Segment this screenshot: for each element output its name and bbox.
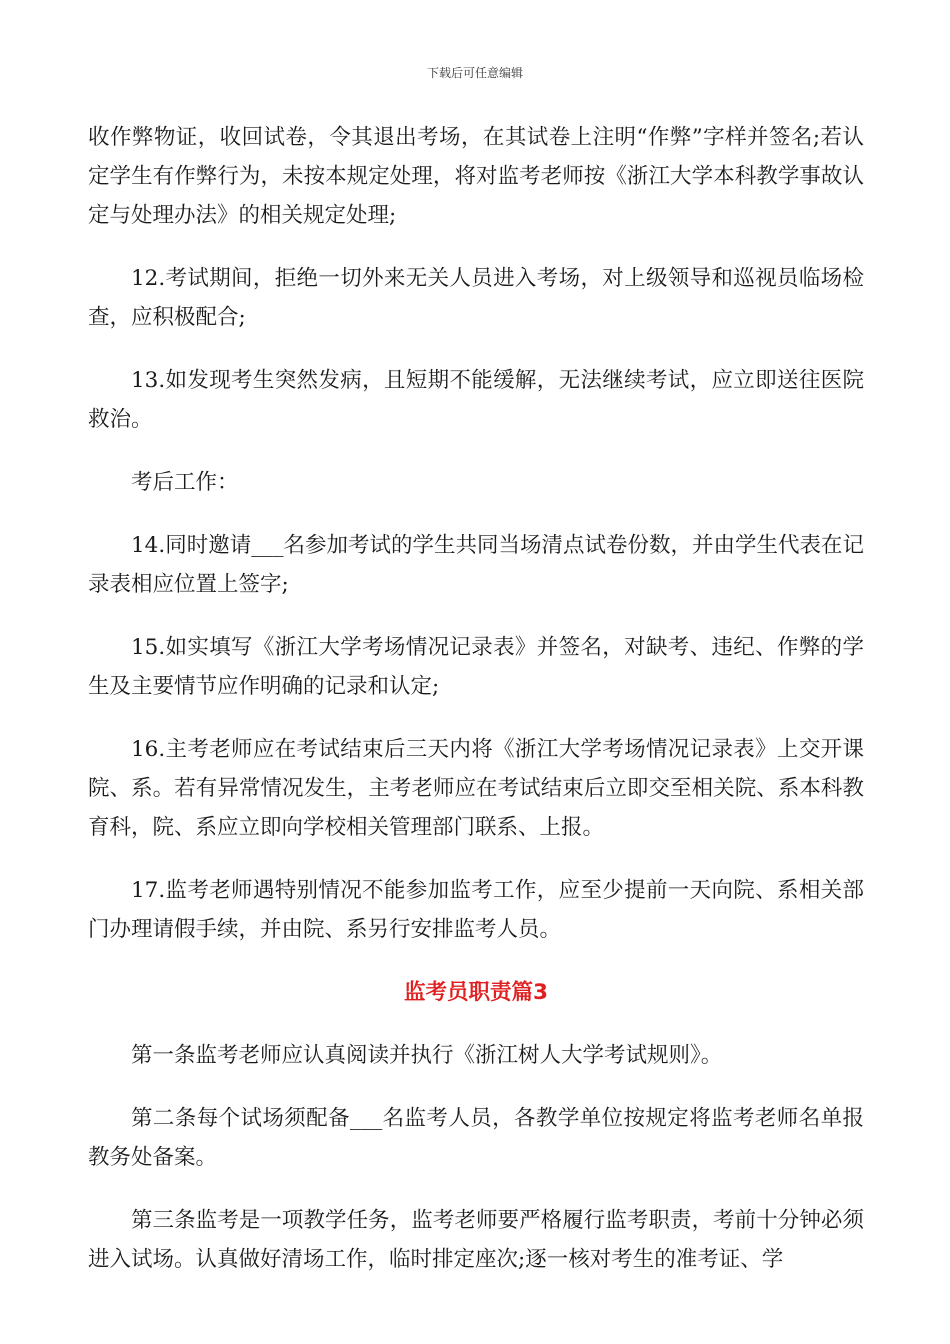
paragraph-item-12: 12.考试期间，拒绝一切外来无关人员进入考场，对上级领导和巡视员临场检查，应积极配合; [88, 266, 864, 330]
document-body [88, 118, 864, 1303]
page-header: 下载后可任意编辑 [426, 66, 523, 80]
paragraph-continuation: 收作弊物证，收回试卷，令其退出考场，在其试卷上注明“作弊”字样并签名;若认定学生有作弊行为，未按本规定处理，将对监考老师按《浙江大学本科教学事故认定与处理办法》的相关规定处理; [88, 125, 864, 228]
paragraph-article-2: 第二条每个试场须配备___名监考人员，各教学单位按规定将监考老师名单报教务处备案。 [88, 1106, 864, 1170]
paragraph-after-exam-label: 考后工作： [131, 470, 239, 495]
paragraph-item-17: 17.监考老师遇特别情况不能参加监考工作，应至少提前一天向院、系相关部门办理请假手续，并由院、系另行安排监考人员。 [88, 878, 864, 942]
paragraph-article-3: 第三条监考是一项教学任务，监考老师要严格履行监考职责，考前十分钟必须进入试场。认真做好清场工作，临时排定座次;逐一核对考生的准考证、学 [88, 1208, 864, 1272]
paragraph-item-14: 14.同时邀请___名参加考试的学生共同当场清点试卷份数，并由学生代表在记录表相应位置上签字; [88, 533, 864, 597]
paragraph-article-1: 第一条监考老师应认真阅读并执行《浙江树人大学考试规则》。 [131, 1043, 723, 1068]
paragraph-item-13: 13.如发现考生突然发病，且短期不能缓解，无法继续考试，应立即送往医院救治。 [88, 368, 864, 432]
section-heading: 监考员职责篇3 [404, 980, 548, 1005]
paragraph-item-15: 15.如实填写《浙江大学考场情况记录表》并签名，对缺考、违纪、作弊的学生及主要情节应作明确的记录和认定; [88, 635, 864, 699]
paragraph-item-16: 16.主考老师应在考试结束后三天内将《浙江大学考场情况记录表》上交开课院、系。若有异常情况发生，主考老师应在考试结束后立即交至相关院、系本科教育科，院、系应立即向学校相关管理部门联系、上报。 [88, 737, 864, 840]
